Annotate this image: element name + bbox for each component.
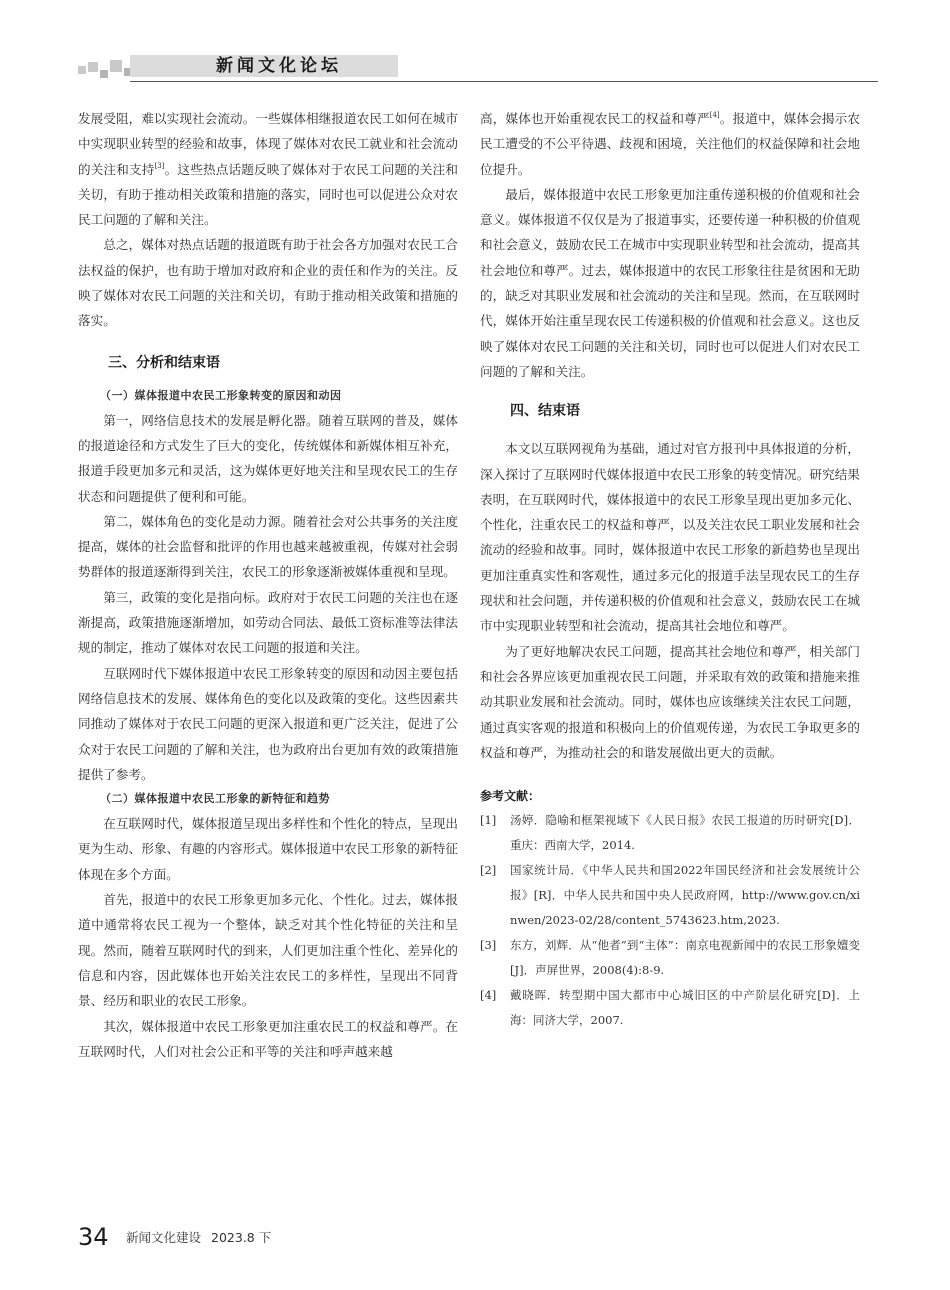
paragraph: 第二，媒体角色的变化是动力源。随着社会对公共事务的关注度提高，媒体的社会监督和批评的作用也越来越被重视，传媒对社会弱势群体的报道逐渐得到关注，农民工的形象逐渐被媒体重视和呈现。	[78, 513, 458, 580]
paragraph: 总之，媒体对热点话题的报道既有助于社会各方加强对农民工合法权益的保护，也有助于增加对政府和企业的责任和作为的关注。反映了媒体对农民工问题的关注和关切，有助于推动相关政策和措施的落实。	[78, 237, 458, 329]
paragraph: 发展受阻，难以实现社会流动。一些媒体相继报道农民工如何在城市中实现职业转型的经验和故事，体现了媒体对农民工就业和社会流动的关注和支持[3]。这些热点话题反映了媒体对于农民工问题的关注和关切，有助于推动相关政策和措施的落实，同时也可以促进公众对农民工问题的了解和关注。	[78, 111, 459, 228]
left-column	[78, 106, 458, 1064]
journal-name: 新闻文化建设	[126, 1230, 202, 1245]
section-heading: 四、结束语	[510, 403, 580, 420]
reference-number: [2]	[480, 863, 497, 878]
header-decoration	[78, 58, 138, 80]
page-header	[78, 52, 878, 84]
citation[interactable]: [4]	[709, 111, 720, 119]
paragraph: 首先，报道中的农民工形象更加多元化、个性化。过去，媒体报道中通常将农民工视为一个整体，缺乏对其个性化特征的关注和呈现。然而，随着互联网时代的到来，人们更加注重个性化、差异化的信息和内容，因此媒体也开始关注农民工的多样性，呈现出不同背景、经历和职业的农民工形象。	[78, 892, 458, 1009]
references-title: 参考文献：	[480, 789, 541, 804]
paragraph: 高，媒体也开始重视农民工的权益和尊严[4]。报道中，媒体会揭示农民工遭受的不公平待遇、歧视和困境，关注他们的权益保障和社会地位提升。	[480, 111, 861, 177]
citation[interactable]: [3]	[154, 161, 165, 170]
subsection-heading: （一）媒体报道中农民工形象转变的原因和动因	[100, 388, 342, 402]
paragraph: 第三，政策的变化是指向标。政府对于农民工问题的关注也在逐渐提高，政策措施逐渐增加，如劳动合同法、最低工资标准等法律法规的制定，推动了媒体对农民工问题的报道和关注。	[78, 589, 458, 656]
journal-info	[126, 1228, 271, 1248]
journal-issue: 2023.8 下	[211, 1230, 272, 1245]
reference-text: 戴晓晖．转型期中国大都市中心城旧区的中产阶层化研究[D]．上海：同济大学，2007.	[510, 988, 860, 1028]
page-number: 34	[78, 1223, 109, 1251]
right-column	[480, 106, 860, 1033]
paragraph: 第一，网络信息技术的发展是孵化器。随着互联网的普及，媒体的报道途径和方式发生了巨大的变化，传统媒体和新媒体相互补充，报道手段更加多元和灵活，这为媒体更好地关注和呈现农民工的生存状态和问题提供了便利和可能。	[78, 412, 458, 504]
subsection-heading: （二）媒体报道中农民工形象的新特征和趋势	[100, 792, 330, 806]
reference-item	[480, 858, 860, 933]
paragraph: 最后，媒体报道中农民工形象更加注重传递积极的价值观和社会意义。媒体报道不仅仅是为了报道事实，还要传递一种积极的价值观和社会意义，鼓励农民工在城市中实现职业转型和社会流动，提高其社会地位和尊严。过去，媒体报道中的农民工形象往往是贫困和无助的，缺乏对其职业发展和社会流动的关注和呈现。然而，在互联网时代，媒体开始注重呈现农民工传递积极的价值观和社会意义。这也反映了媒体对农民工问题的关注和关切，同时也可以促进人们对农民工问题的了解和关注。	[480, 186, 860, 379]
section-heading: 三、分析和结束语	[108, 354, 220, 371]
reference-item	[480, 808, 860, 858]
paragraph: 为了更好地解决农民工问题，提高其社会地位和尊严，相关部门和社会各界应该更加重视农民工问题，并采取有效的政策和措施来推动其职业发展和社会流动。同时，媒体也应该继续关注农民工问题，通过真实客观的报道和积极向上的价值观传递，为农民工争取更多的权益和尊严，为推动社会的和谐发展做出更大的贡献。	[480, 643, 860, 760]
reference-number: [3]	[480, 938, 497, 953]
reference-text: 东方，刘辉．从“他者”到“主体”：南京电视新闻中的农民工形象嬗变[J]．声屏世界，2008(4):8-9.	[510, 938, 860, 978]
section-title: 新闻文化论坛	[216, 56, 342, 76]
paragraph: 互联网时代下媒体报道中农民工形象转变的原因和动因主要包括网络信息技术的发展、媒体角色的变化以及政策的变化。这些因素共同推动了媒体对于农民工问题的更深入报道和更广泛关注，促进了公众对于农民工问题的了解和关注，也为政府出台更加有效的政策措施提供了参考。	[78, 665, 458, 782]
reference-number: [1]	[480, 813, 497, 828]
paragraph: 本文以互联网视角为基础，通过对官方报刊中具体报道的分析，深入探讨了互联网时代媒体报道中农民工形象的转变情况。研究结果表明，在互联网时代，媒体报道中的农民工形象呈现出更加多元化、个性化，注重农民工的权益和尊严，以及关注农民工职业发展和社会流动的经验和故事。同时，媒体报道中农民工形象的新趋势也呈现出更加注重真实性和客观性，通过多元化的报道手法呈现农民工的生存现状和社会问题，并传递积极的价值观和社会意义，鼓励农民工在城市中实现职业转型和社会流动，提高其社会地位和尊严。	[480, 441, 860, 634]
reference-text: 汤婷．隐喻和框架视域下《人民日报》农民工报道的历时研究[D]．重庆：西南大学，2014.	[510, 813, 860, 853]
header-rule	[130, 81, 878, 82]
paragraph: 在互联网时代，媒体报道呈现出多样性和个性化的特点，呈现出更为生动、形象、有趣的内容形式。媒体报道中农民工形象的新特征体现在多个方面。	[78, 816, 458, 882]
reference-item	[480, 933, 860, 983]
reference-item	[480, 983, 860, 1033]
paragraph: 其次，媒体报道中农民工形象更加注重农民工的权益和尊严。在互联网时代，人们对社会公正和平等的关注和呼声越来越	[78, 1018, 458, 1059]
reference-text[interactable]: 国家统计局．《中华人民共和国2022年国民经济和社会发展统计公报》[R]．中华人民共和国中央人民政府网，http://www.gov.cn/xinwen/2023-02/28/content_5743623.htm,2023.	[510, 863, 860, 928]
reference-number: [4]	[480, 988, 497, 1003]
